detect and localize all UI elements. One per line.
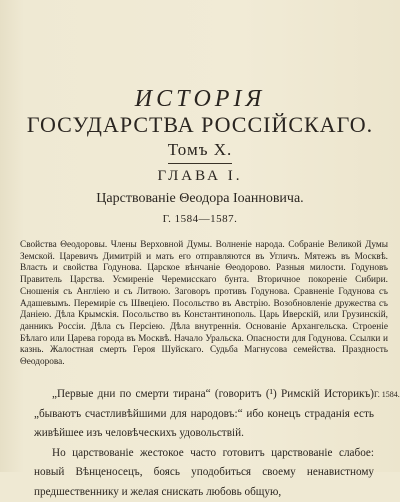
chapter-heading: Царствованіе Θеодора Іоанновича. bbox=[0, 191, 400, 207]
book-title-line2: ГОСУДАРСТВА РОССІЙСКАГО. bbox=[0, 112, 400, 138]
margin-year-note: Г. 1584. bbox=[374, 390, 400, 399]
paragraph: „Первые дни по смерти тирана“ (говоритъ (¹) Римскій Историкъ) „бываютъ счастливѣйшими для народовъ:“ ибо конецъ страданія есть живѣйшее изъ человѣческихъ удовольствій. bbox=[34, 385, 374, 444]
chapter-summary: Свойства Θеодоровы. Члены Верховной Думы. Волненіе народа. Собраніе Великой Думы Земской. Царевичъ Димитрій и мать его отправляются въ Угличъ. Мятежъ въ Москвѣ. Власть и свойства Годунова. Царское вѣнчаніе Θеодорово. Разныя милости. Годуновъ Правитель Царства. Усмиреніе Черемисскаго бунта. Вторичное покореніе Сибири. Сношенія съ Англіею и съ Литвою. Заговоръ противъ Годунова. Сравненіе Годунова съ Адашевымъ. Перемиріе съ Швеціею. Посольство въ Австрію. Возобновленіе дружества съ Даніею. Дѣла Крымскія. Посольство въ Константинополь. Царь Иверскій, или Грузинскій, данникъ Россіи. Дѣла съ Персіею. Дѣла внутреннія. Основаніе Архангельска. Строеніе Бѣлаго или Царева города въ Москвѣ. Начало Уральска. Опасности для Годунова. Ссылки и казнь. Жалостная смерть Героя Шуйскаго. Судьба Магнусова семейства. Праздность Θеодорова. bbox=[20, 240, 388, 369]
paragraph: Но царствованіе жестокое часто готовитъ царствованіе слабое: новый Вѣнценосецъ, боясь уподобиться своему ненавистному предшественнику и желая снискать любовь общую, bbox=[34, 444, 374, 502]
chapter-number: ГЛАВА I. bbox=[0, 168, 400, 185]
book-title-line1: ИСТОРІЯ bbox=[0, 86, 400, 113]
volume-label: Томъ X. bbox=[0, 140, 400, 160]
divider-rule bbox=[168, 163, 232, 164]
chapter-years: Г. 1584—1587. bbox=[0, 213, 400, 225]
main-text bbox=[34, 385, 374, 502]
